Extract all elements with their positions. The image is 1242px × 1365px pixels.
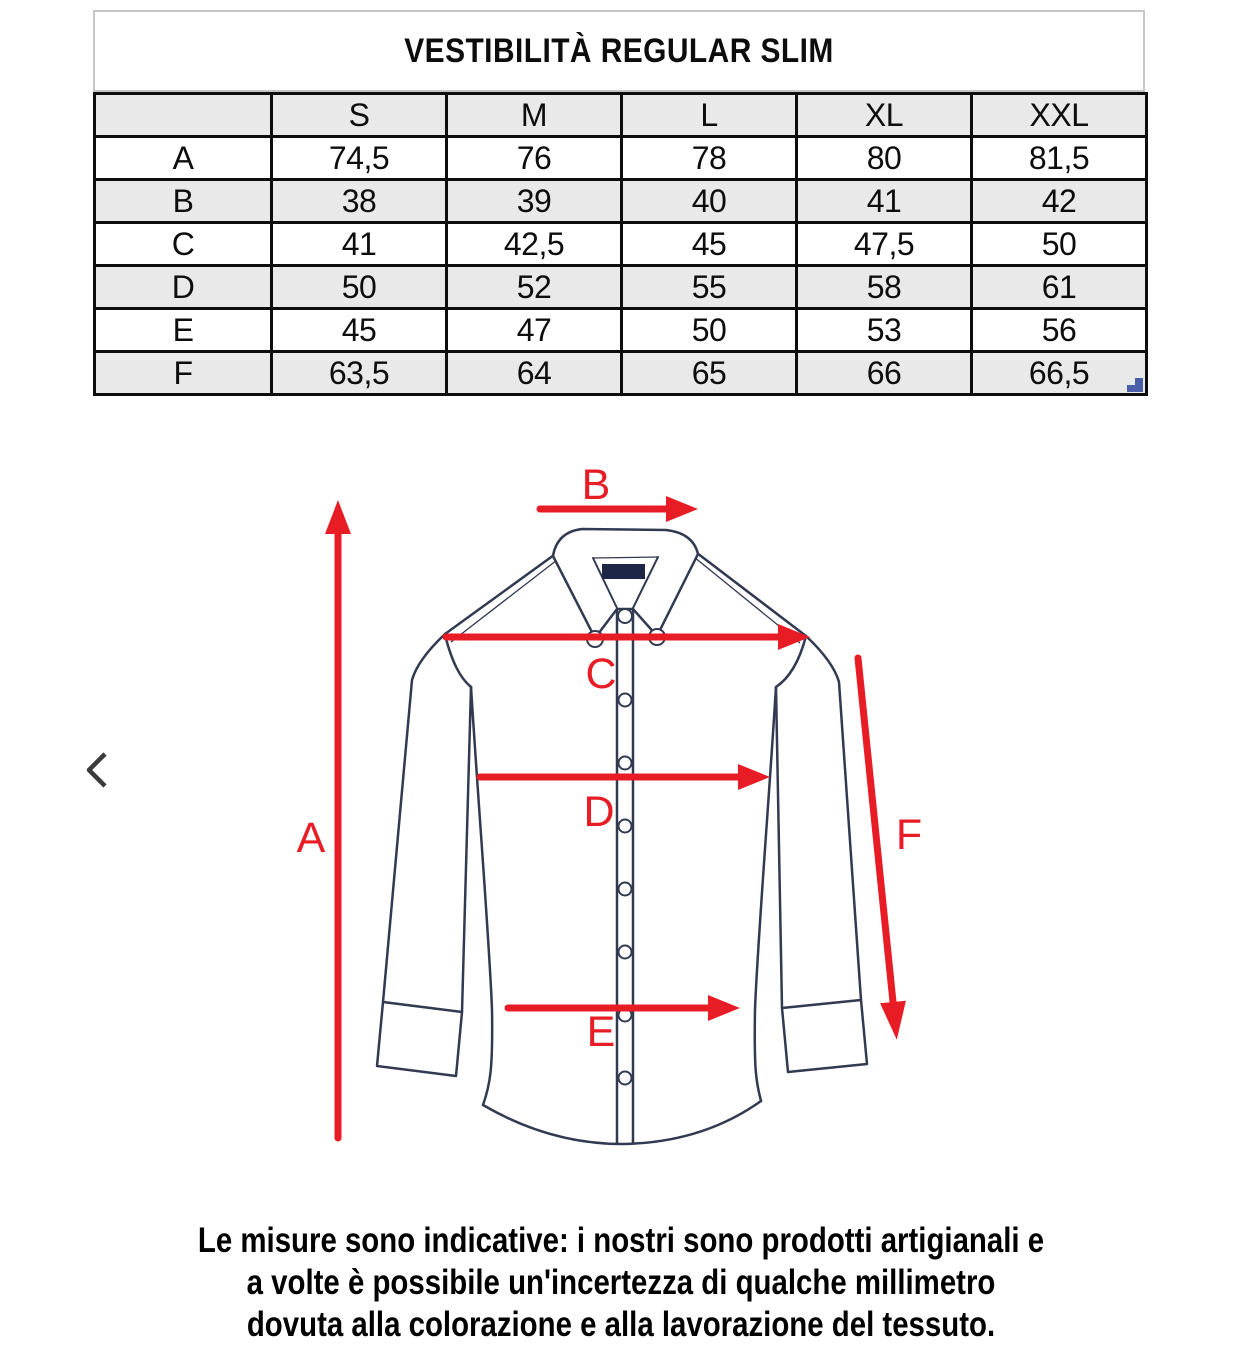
size-cell: 40 [622,180,797,223]
note-line-2: a volte è possibile un'incertezza di qualche millimetro [246,1263,996,1302]
table-row [95,266,1147,309]
column-header-xxl: XXL [972,94,1147,137]
table-row [95,180,1147,223]
size-cell: 61 [972,266,1147,309]
shirt-placket [617,608,633,1143]
measure-arrow-b [540,496,698,522]
size-cell: 42,5 [447,223,622,266]
note-line-1: Le misure sono indicative: i nostri sono prodotti artigianali e [197,1221,1045,1260]
size-cell: 50 [972,223,1147,266]
collar-label [602,564,645,579]
size-cell: 81,5 [972,137,1147,180]
size-cell: 52 [447,266,622,309]
row-label: F [95,352,272,395]
measure-label-c: C [585,650,617,698]
size-cell: 41 [797,180,972,223]
size-cell: 80 [797,137,972,180]
column-header-xl: XL [797,94,972,137]
size-cell: 58 [797,266,972,309]
note-line-3: dovuta alla colorazione e alla lavorazione del tessuto. [246,1305,996,1344]
size-chart-title-box [93,10,1145,92]
size-cell: 63,5 [272,352,447,395]
row-label: B [95,180,272,223]
right-cuff [782,1000,867,1072]
table-row [95,352,1147,395]
measure-label-e: E [586,1008,616,1056]
size-cell: 38 [272,180,447,223]
size-cell: 66 [797,352,972,395]
size-cell: 50 [622,309,797,352]
measure-label-a: A [296,814,326,862]
size-cell: 45 [272,309,447,352]
size-cell: 42 [972,180,1147,223]
shirt-armholes [445,635,806,687]
measurements-note [0,1220,1242,1346]
size-cell: 64 [447,352,622,395]
size-cell: 78 [622,137,797,180]
size-cell: 47 [447,309,622,352]
size-chart-title: VESTIBILITÀ REGULAR SLIM [404,31,834,70]
column-header-s: S [272,94,447,137]
row-label: C [95,223,272,266]
table-row [95,137,1147,180]
row-label: D [95,266,272,309]
table-corner-mark-icon [1119,370,1145,394]
size-cell: 65 [622,352,797,395]
column-header-m: M [447,94,622,137]
column-header-l: L [622,94,797,137]
size-cell: 76 [447,137,622,180]
table-header-row [95,94,1147,137]
size-cell: 74,5 [272,137,447,180]
size-chart-table [93,92,1148,396]
size-cell: 53 [797,309,972,352]
measure-label-f: F [895,811,923,859]
measure-label-d: D [583,788,615,836]
size-cell: 50 [272,266,447,309]
size-cell: 56 [972,309,1147,352]
left-cuff [377,1002,462,1076]
size-cell: 39 [447,180,622,223]
measure-arrow-c [446,624,810,650]
shirt-measurement-diagram [0,440,1242,1180]
size-cell: 66,5 [972,352,1147,395]
measure-label-b: B [581,461,611,509]
measure-arrow-a [325,500,351,1138]
size-cell: 41 [272,223,447,266]
row-label: A [95,137,272,180]
size-cell: 47,5 [797,223,972,266]
size-cell: 45 [622,223,797,266]
column-header-empty [95,94,272,137]
table-row [95,309,1147,352]
table-row [95,223,1147,266]
row-label: E [95,309,272,352]
size-cell: 55 [622,266,797,309]
